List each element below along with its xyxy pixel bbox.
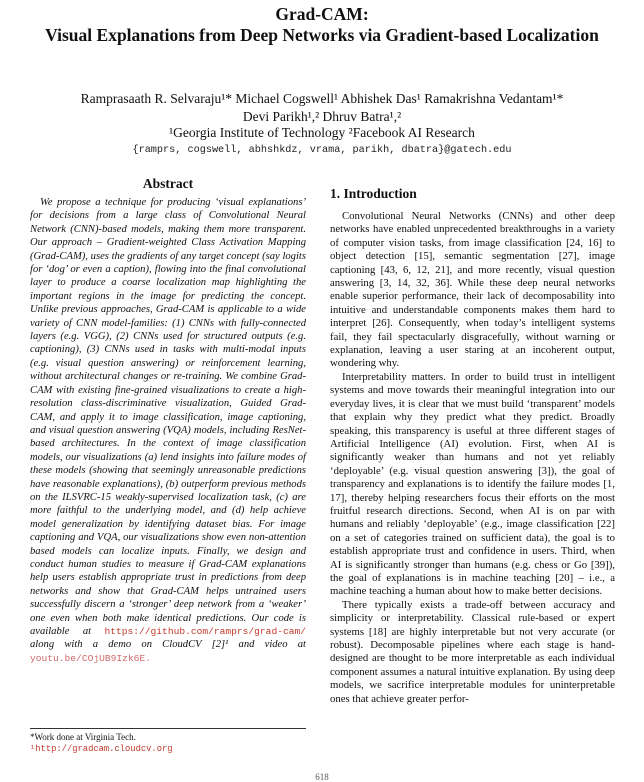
abstract-text: We propose a technique for producing ‘visual explanations’ for decisions from a large class of Convolutional Neural Network (CNN)-based models, making them more transparent. Our approach – Gradient-weighted Class Activation Mapping (Grad-CAM), uses the gradients of any target concept (say logits for ‘dog’ or even a caption), flowing into the final convolutional layer to produce a coarse localization map highlighting the important regions in the image for predicting the concept. Unlike previous approaches, Grad-CAM is applicable to a wide variety of CNN model-families: (1) CNNs with fully-connected layers (e.g. VGG), (2) CNNs used for structured outputs (e.g. captioning), (3) CNNs used in tasks with multi-modal inputs (e.g. visual question answering) or reinforcement learning, without architectural changes or re-training. We combine Grad-CAM with existing fine-grained visualizations to create a high-resolution class-discriminative visualization, Guided Grad-CAM, and apply it to image classification, image captioning, and visual question answering (VQA) models, including ResNet-based architectures. In the context of image classification models, our visualizations (a) lend insights into failure modes of these models (showing that seemingly unreasonable predictions have reasonable explanations), (b) outperform previous methods on the ILSVRC-15 weakly-supervised localization task, (c) are more faithful to the underlying model, and (d) help achieve model generalization by identifying dataset bias. For image captioning and VQA, our visualizations show even non-attention based models can localize inputs. Finally, we design and conduct human studies to measure if Grad-CAM explanations help users establish appropriate trust in predictions from deep networks and show that Grad-CAM helps untrained users successfully discern a ‘stronger’ deep network from a ‘weaker’ one even when both make identical predictions. Our code is available at [30, 197, 306, 637]
footnote-demo-url[interactable]: ¹http://gradcam.cloudcv.org [30, 743, 173, 754]
intro-paragraph-2: Interpretability matters. In order to build trust in intelligent systems and move towards their meaningful integration into our everyday lives, it is clear that we must build ‘transparent’ models that explain why they predict what they predict. Broadly speaking, this transparency is useful at three different stages of Artificial Intelligence (AI) evolution. First, when AI is significantly weaker than humans and not yet reliably ‘deployable’ (e.g. visual question answering [3]), the goal of transparency and explanations is to identify the failure modes [1, 17], thereby helping researchers focus their efforts on the most fruitful research directions. Second, when AI is on par with humans and reliably ‘deployable’ (e.g., image classification [22] on a set of categories trained on sufficient data), the goal is to establish appropriate trust and confidence in users. Third, when AI is significantly stronger than humans (e.g. chess or Go [39]), the goal of explanations is in machine teaching [20] – i.e., a machine teaching a human about how to make better decisions. [330, 370, 615, 598]
paper-title [0, 4, 644, 46]
title-line-2: Visual Explanations from Deep Networks via Gradient-based Localization [45, 25, 599, 45]
code-link[interactable]: https://github.com/ramprs/grad-cam/ [104, 626, 306, 637]
authors-line-1: Ramprasaath R. Selvaraju¹* Michael Cogswell¹ Abhishek Das¹ Ramakrishna Vedantam¹* [80, 91, 564, 106]
author-emails: {ramprs, cogswell, abhshkdz, vrama, parikh, dbatra}@gatech.edu [132, 145, 512, 156]
affiliations: ¹Georgia Institute of Technology ²Facebook AI Research [169, 125, 475, 140]
footnote-work-done: *Work done at Virginia Tech. [30, 732, 136, 742]
page-number: 618 [315, 772, 329, 782]
intro-paragraph-3: There typically exists a trade-off between accuracy and simplicity or interpretability. Classical rule-based or expert systems [18] are highly interpretable but not very accurate (or robust). Decomposable pipelines where each stage is hand-designed are thought to be more interpretable as each individual component assumes a natural intuitive explanation. By using deep models, we sacrifice interpretable modules for uninterpretable ones that achieve greater perfor- [330, 598, 615, 705]
abstract-body [30, 196, 306, 665]
title-line-1: Grad-CAM: [275, 4, 369, 24]
abstract-demo-text: along with a demo on CloudCV [2]¹ and video at [30, 639, 306, 651]
intro-paragraph-1: Convolutional Neural Networks (CNNs) and other deep networks have enabled unprecedented breakthroughs in a variety of computer vision tasks, from image classification [24, 16] to object detection [15], semantic segmentation [27], image captioning [43, 6, 12, 21], and more recently, visual question answering [3, 14, 32, 36]. While these deep neural networks enable superior performance, their lack of decomposability into intuitive and understandable components makes them hard to interpret [26]. Consequently, when today’s intelligent systems fail, they fail spectacularly disgracefully, without warning or explanation, leaving a user staring at an incoherent output, wondering why. [330, 210, 615, 370]
authors-line-2: Devi Parikh¹,² Dhruv Batra¹,² [242, 109, 402, 124]
video-link[interactable]: youtu.be/COjUB9Izk6E. [30, 652, 151, 664]
author-list [40, 90, 604, 126]
introduction-body [330, 210, 615, 706]
footnotes [30, 728, 306, 755]
section-heading-introduction: 1. Introduction [330, 186, 417, 201]
abstract-heading: Abstract [142, 176, 194, 191]
